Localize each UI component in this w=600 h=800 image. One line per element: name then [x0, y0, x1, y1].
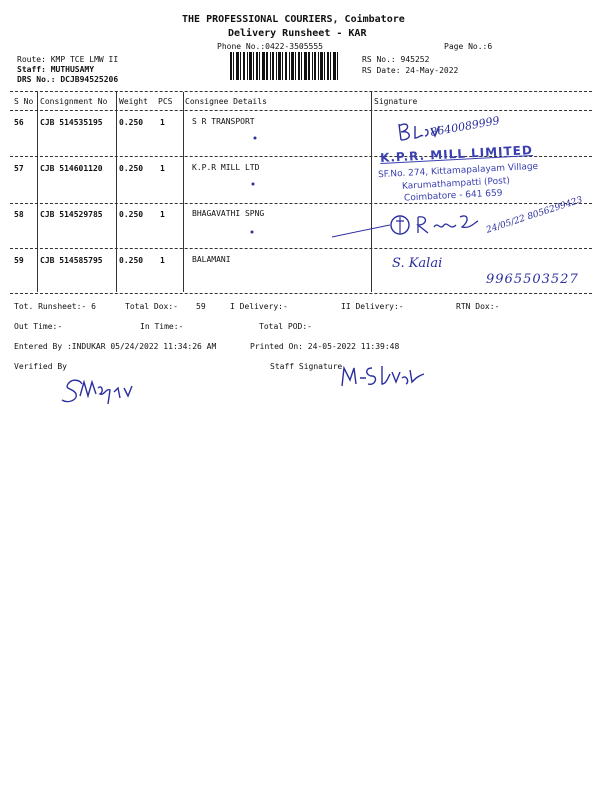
row-divider	[10, 248, 592, 249]
row-weight: 0.250	[119, 210, 144, 219]
route: Route: KMP TCE LMW II	[17, 55, 119, 64]
row-consignee: S R TRANSPORT	[192, 117, 255, 126]
total-dox-value: 59	[196, 302, 206, 311]
page-number: Page No.:6	[444, 42, 493, 51]
row-consignment: CJB 514535195	[40, 118, 103, 127]
signature-row-59: S. Kalai	[392, 256, 443, 271]
col-consignee: Consignee Details	[185, 97, 267, 106]
row-sno: 57	[14, 164, 24, 173]
row-weight: 0.250	[119, 256, 144, 265]
i-delivery: I Delivery:-	[230, 302, 288, 311]
signature-row-58	[330, 205, 480, 245]
in-time: In Time:-	[140, 322, 184, 331]
barcode-image	[230, 52, 338, 80]
row-divider	[10, 203, 592, 204]
row-consignee: BALAMANI	[192, 255, 231, 264]
col-signature: Signature	[374, 97, 418, 106]
entered-by: Entered By :INDUKAR 05/24/2022 11:34:26 AM	[14, 342, 217, 351]
row-59-phone: 9965503527	[486, 272, 579, 287]
col-pcs: PCS	[158, 97, 173, 106]
row-56-phone: 8640089999	[429, 114, 501, 139]
row-sno: 56	[14, 118, 24, 127]
verified-by-signature	[58, 370, 148, 410]
row-pcs: 1	[160, 118, 165, 127]
document-title: Delivery Runsheet - KAR	[228, 28, 367, 39]
row-weight: 0.250	[119, 164, 144, 173]
verified-by-label: Verified By	[14, 362, 67, 371]
column-divider	[37, 92, 38, 292]
staff-signature-label: Staff Signature	[270, 362, 343, 371]
pen-marks	[250, 130, 260, 260]
row-weight: 0.250	[119, 118, 144, 127]
row-sno: 58	[14, 210, 24, 219]
header-top-rule	[10, 91, 592, 92]
staff-signature	[338, 360, 428, 392]
stamp-address-2: Karumathampatti (Post)	[401, 176, 511, 192]
row-sno: 59	[14, 256, 24, 265]
column-divider	[183, 92, 184, 292]
company-name: THE PROFESSIONAL COURIERS, Coimbatore	[182, 14, 405, 25]
printed-on: Printed On: 24-05-2022 11:39:48	[250, 342, 400, 351]
drs-number: DRS No.: DCJB94525206	[17, 75, 119, 84]
row-consignee: BHAGAVATHI SPNG	[192, 209, 265, 218]
col-sno: S No	[14, 97, 34, 106]
row-pcs: 1	[160, 256, 165, 265]
col-weight: Weight	[119, 97, 148, 106]
header-bottom-rule	[10, 110, 592, 111]
rs-date: RS Date: 24-May-2022	[362, 66, 459, 75]
stamp-company: K.P.R. MILL LIMITED	[379, 143, 534, 165]
stamp-address-3: Coimbatore - 641 659	[403, 188, 503, 204]
staff: Staff: MUTHUSAMY	[17, 65, 95, 74]
rs-number: RS No.: 945252	[362, 55, 430, 64]
table-bottom-rule	[10, 293, 592, 294]
col-consignment: Consignment No	[40, 97, 108, 106]
column-divider	[371, 92, 372, 292]
column-divider	[116, 92, 117, 292]
row-pcs: 1	[160, 164, 165, 173]
phone-number: Phone No.:0422-3505555	[217, 42, 323, 51]
total-runsheet: Tot. Runsheet:- 6	[14, 302, 96, 311]
ii-delivery: II Delivery:-	[341, 302, 404, 311]
total-pod: Total POD:-	[259, 322, 312, 331]
row-consignment: CJB 514585795	[40, 256, 103, 265]
row-58-date-phone: 24/05/22 8056299423	[485, 195, 584, 236]
stamp-address-1: SF.No. 274, Kittamapalayam Village	[377, 161, 539, 181]
out-time: Out Time:-	[14, 322, 63, 331]
rtn-dox: RTN Dox:-	[456, 302, 500, 311]
total-dox-label: Total Dox:-	[125, 302, 178, 311]
row-consignment: CJB 514601120	[40, 164, 103, 173]
row-consignee: K.P.R MILL LTD	[192, 163, 260, 172]
row-pcs: 1	[160, 210, 165, 219]
row-consignment: CJB 514529785	[40, 210, 103, 219]
